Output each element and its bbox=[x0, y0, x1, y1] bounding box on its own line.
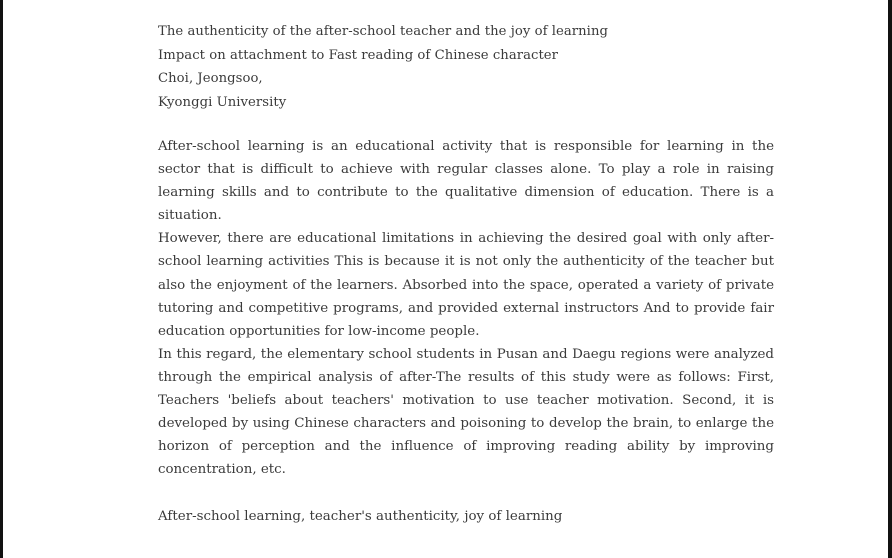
page-border-left bbox=[0, 0, 3, 558]
keywords-line: After-school learning, teacher's authenticity, joy of learning bbox=[158, 509, 563, 524]
author-name: Choi, Jeongsoo, bbox=[158, 71, 263, 86]
paper-title: The authenticity of the after-school teacher and the joy of learning bbox=[158, 24, 608, 39]
abstract-paragraph-2: However, there are educational limitations in achieving the desired goal with only after-school learning activities This is because it is not only the authenticity of the teacher but also the enjoyment of the learners. Absorbed into the space, operated a variety of private tutoring and competitive programs, and provided external instructors And to provide fair education opportunities for low-income people. bbox=[158, 231, 774, 339]
abstract-paragraph-1: After-school learning is an educational activity that is responsible for learning in the sector that is difficult to achieve with regular classes alone. To play a role in raising learning skills and to contribute to the qualitative dimension of education. There is a situation. bbox=[158, 139, 774, 224]
paper-header bbox=[158, 20, 778, 114]
abstract-paragraph-3: In this regard, the elementary school students in Pusan and Daegu regions were analyzed through the empirical analysis of after-The results of this study were as follows: First, Teachers 'beliefs about teachers' motivation to use teacher motivation. Second, it is developed by using Chinese characters and poisoning to develop the brain, to enlarge the horizon of perception and the influence of improving reading ability by improving concentration, etc. bbox=[158, 346, 774, 478]
paper-subtitle: Impact on attachment to Fast reading of Chinese character bbox=[158, 47, 559, 63]
author-affiliation: Kyonggi University bbox=[158, 94, 287, 110]
page-border-right bbox=[888, 0, 892, 558]
abstract-body bbox=[158, 135, 774, 481]
